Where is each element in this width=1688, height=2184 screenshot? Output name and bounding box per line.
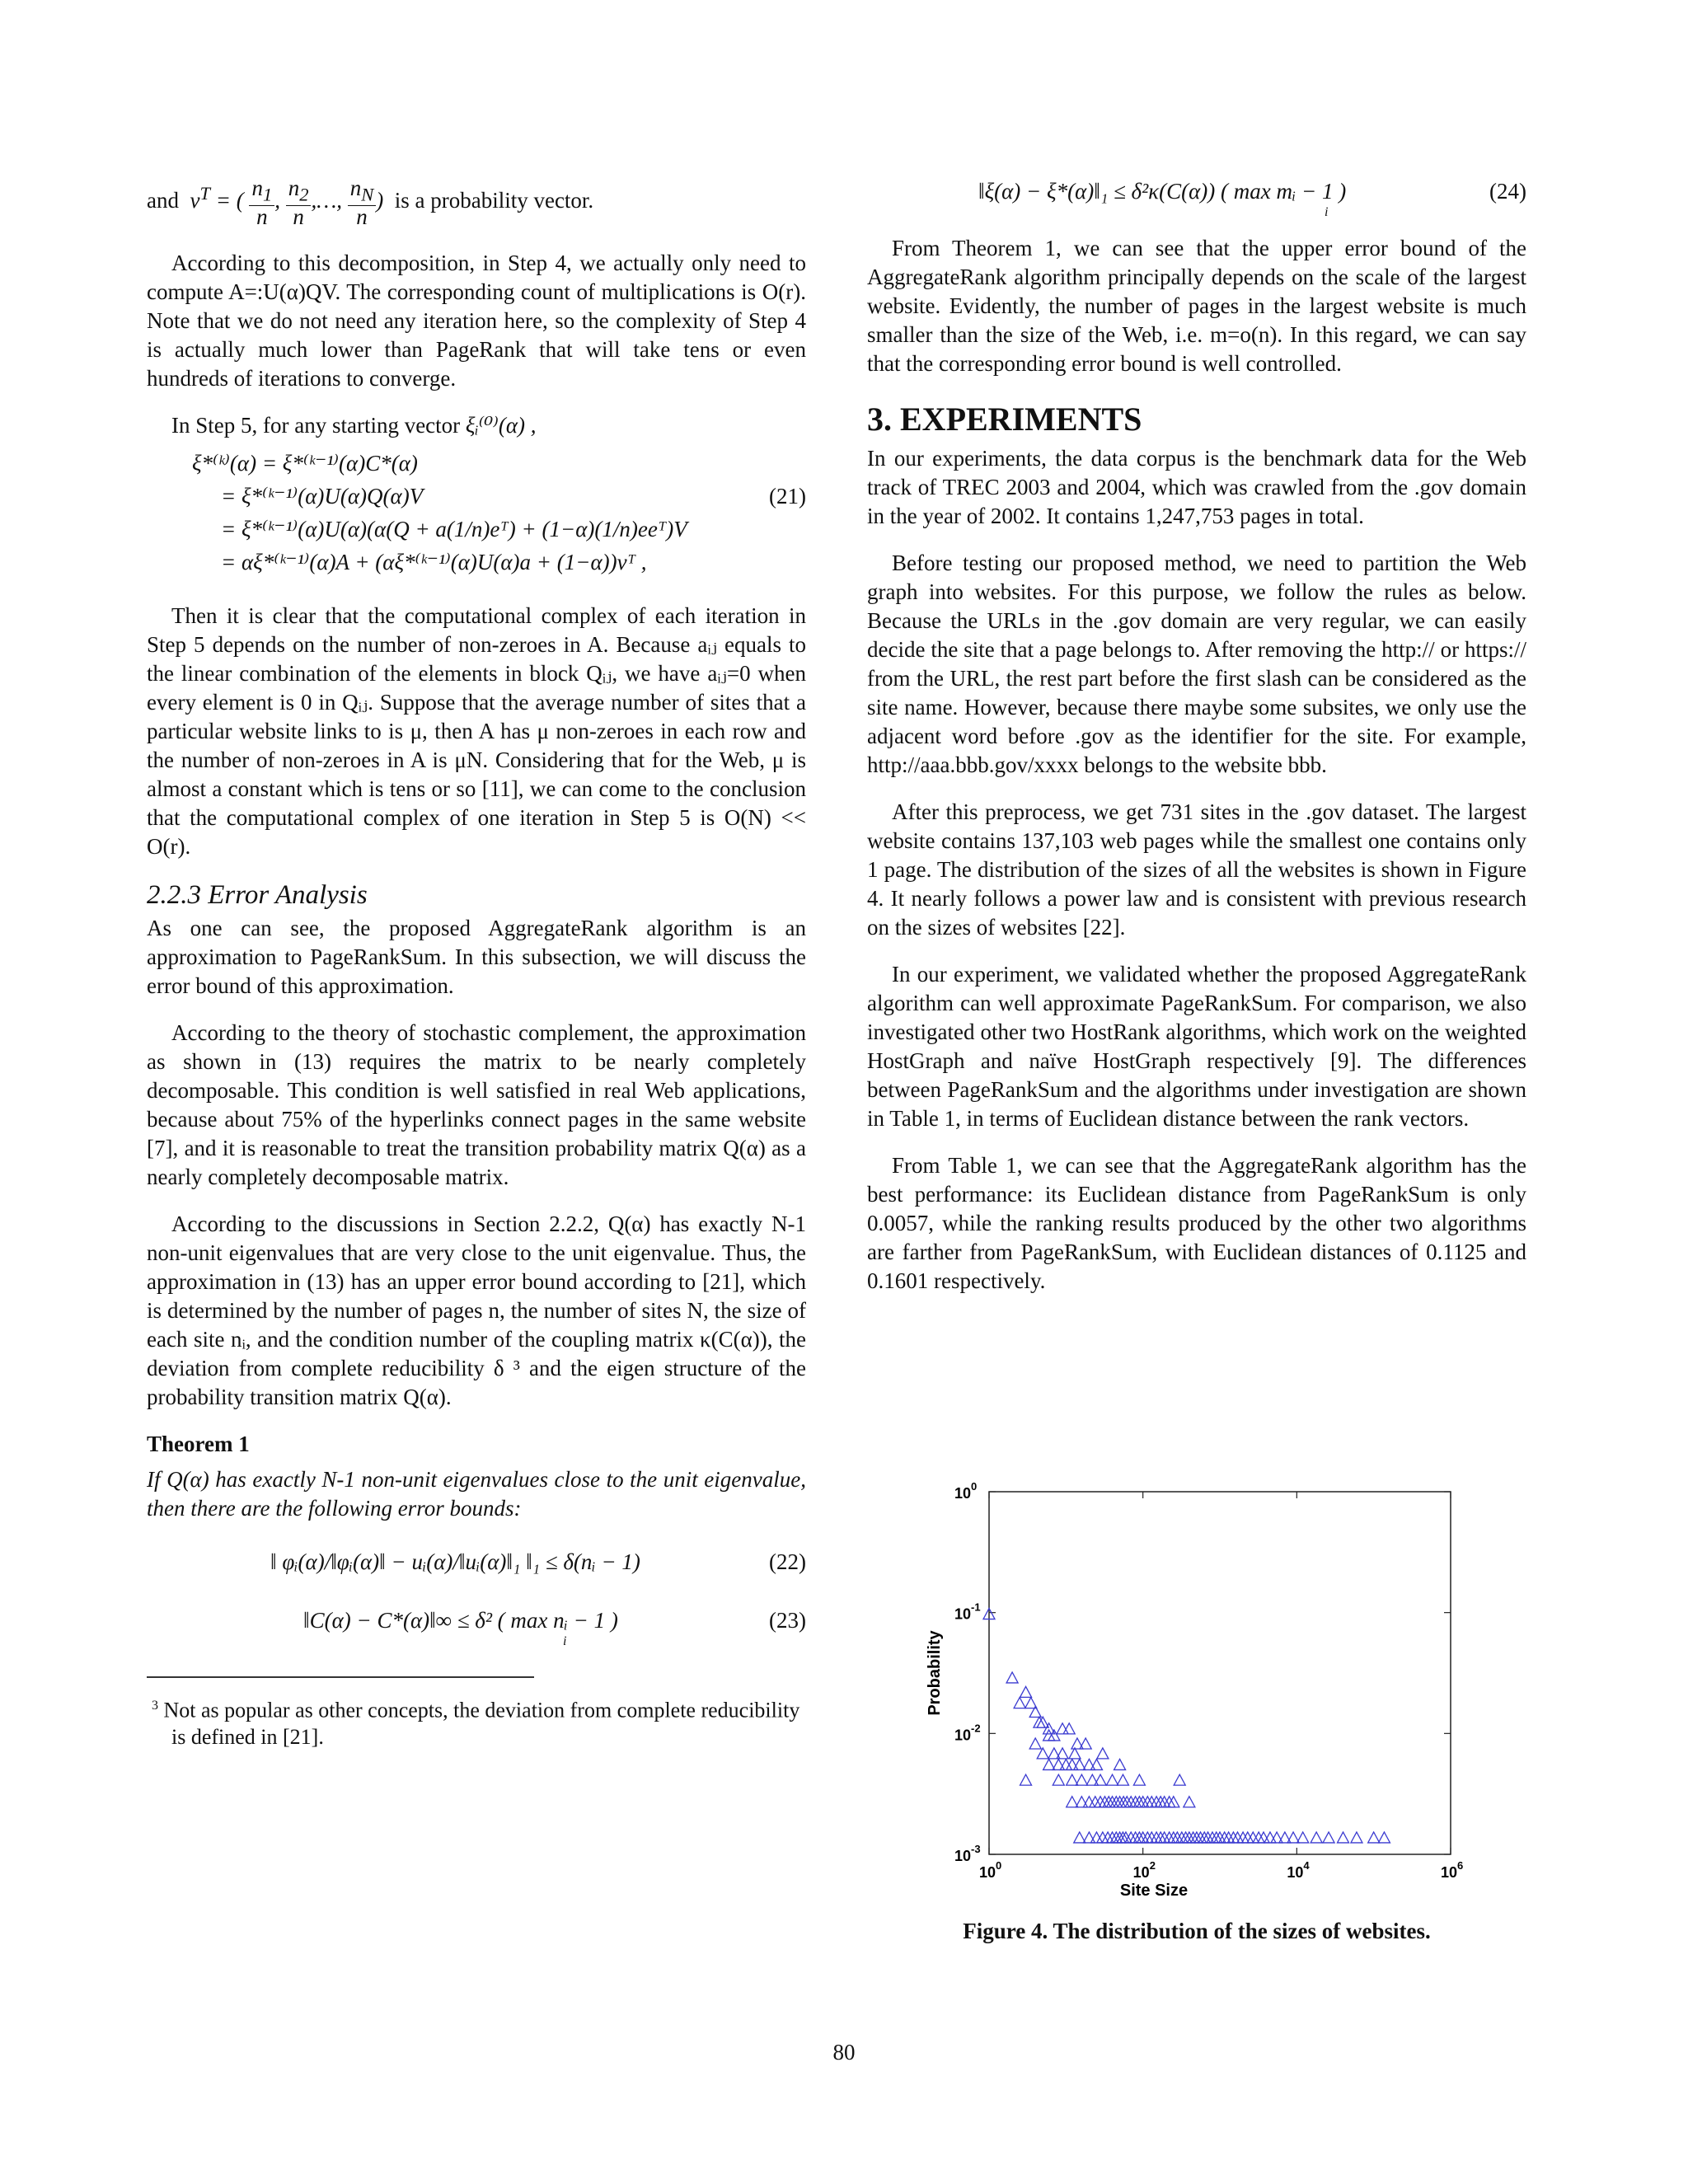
- eq21-line-2: [221, 480, 806, 513]
- data-point-109: [1297, 1832, 1309, 1843]
- footnote-rule: [147, 1676, 534, 1678]
- footnote-3: [147, 1693, 806, 1750]
- eq22-text: ‖ φᵢ(α)/‖φᵢ(α)‖ − uᵢ(α)/‖uᵢ(α)‖₁ ‖₁ ≤ δ(nᵢ − 1): [270, 1549, 640, 1575]
- y-tick-2: [954, 1722, 1451, 1743]
- paragraph-eigenvalues: According to the discussions in Section 2.2.2, Q(α) has exactly N-1 non-unit eigenvalues that are very close to the unit eigenvalue. Thus, the approximation in (13) has an upper error bound according to [21], which is determined by the number of pages n, the number of sites N, the size of each site nᵢ, and the condition number of the coupling matrix κ(C(α)), the deviation from complete reducibility δ ³ and the eigen structure of the probability transition matrix Q(α).: [147, 1212, 806, 1410]
- x-tick-label-0: $10^0$: [979, 1859, 1002, 1881]
- equation-22: [147, 1548, 806, 1577]
- data-point-17: [1069, 1748, 1081, 1759]
- equation-21: [147, 447, 806, 579]
- data-point-29: [1020, 1774, 1032, 1785]
- data-point-14: [1037, 1748, 1048, 1759]
- intro-prefix: and: [147, 187, 179, 213]
- equation-23: [147, 1606, 806, 1648]
- x-tick-label-3: $10^6$: [1441, 1859, 1464, 1881]
- data-point-13: [1029, 1738, 1041, 1749]
- intro-suffix: is a probability vector.: [394, 187, 594, 213]
- y-tick-label-2: $10^{-2}$: [954, 1722, 981, 1744]
- data-point-31: [1067, 1774, 1078, 1785]
- x-tick-label-1: $10^2$: [1132, 1859, 1156, 1881]
- step5-text: In Step 5, for any starting vector: [171, 413, 461, 438]
- eq21-line-2-text: = ξ*⁽ᵏ⁻¹⁾(α)U(α)Q(α)V: [221, 484, 424, 509]
- paragraph-experiment: In our experiment, we validated whether the proposed AggregateRank algorithm can well approximate PageRankSum. For comparison, we also investigated other two HostRank algorithms, which work on the weighted HostGraph and naïve HostGraph respectively [9]. The differences between PageRankSum and the algorithms under investigation are shown in Table 1, in terms of Euclidean distance between the rank vectors.: [867, 962, 1526, 1131]
- paragraph-complexity: Then it is clear that the computational complex of each iteration in Step 5 depends on the number of non-zeroes in A. Because aᵢⱼ equals to the linear combination of the elements in block Qᵢⱼ, we have aᵢⱼ=0 when every element is 0 in Qᵢⱼ. Suppose that the average number of sites that a particular website links to is μ, then A has μ non-zeroes in each row and the number of non-zeroes in A is μN. Considering that for the Web, μ is almost a constant which is tens or so [11], we can come to the conclusion that the computational complex of one iteration in Step 5 is O(N) << O(r).: [147, 603, 806, 860]
- data-point-3: [1014, 1698, 1025, 1708]
- y-axis-ticks: [954, 1480, 1451, 1864]
- data-point-1: [1006, 1672, 1018, 1683]
- y-tick-label-0: $10^0$: [954, 1480, 978, 1502]
- theorem-text: If Q(α) has exactly N-1 non-unit eigenvalues close to the unit eigenvalue, then there are the following error bounds:: [147, 1467, 806, 1521]
- data-point-37: [1133, 1774, 1145, 1785]
- scatter-points: [983, 1609, 1390, 1843]
- eq23-subscript: i: [563, 1634, 567, 1649]
- data-point-30: [1053, 1774, 1064, 1785]
- eq21-line-1: ξ*⁽ᵏ⁾(α) = ξ*⁽ᵏ⁻¹⁾(α)C*(α): [192, 451, 418, 476]
- data-point-33: [1086, 1774, 1098, 1785]
- eq24-number: (24): [1489, 179, 1526, 204]
- paragraph-partition: Before testing our proposed method, we need to partition the Web graph into websites. For this purpose, we follow the rules as below. Because the URLs in the .gov domain are very regular, we can easily decide the site that a page belongs to. After removing the http:// or https:// from the URL, the rest part before the first slash can be considered as the site name. However, because there maybe some subsites, we only use the adjacent word before .gov as the identifier for the site. For example, http://aaa.bbb.gov/xxxx belongs to the website bbb.: [867, 551, 1526, 777]
- footnote-mark: 3: [152, 1699, 158, 1713]
- starting-vector: ξᵢ⁽⁰⁾(α) ,: [465, 413, 537, 438]
- paragraph-results: From Table 1, we can see that the AggregateRank algorithm has the best performance: its Euclidean distance from PageRankSum is only 0.0057, while the ranking results produced by the other two algorithms are farther from PageRankSum, with Euclidean distances of 0.1125 and 0.1601 respectively.: [867, 1153, 1526, 1293]
- data-point-18: [1043, 1759, 1055, 1769]
- data-point-113: [1351, 1832, 1362, 1843]
- data-point-62: [1184, 1797, 1195, 1807]
- data-point-35: [1107, 1774, 1118, 1785]
- data-point-38: [1174, 1774, 1185, 1785]
- eq24-subscript: i: [1325, 205, 1329, 219]
- x-tick-1: [1133, 1492, 1156, 1881]
- data-point-36: [1117, 1774, 1128, 1785]
- theorem-title: Theorem 1: [147, 1432, 250, 1457]
- x-tick-3: [1441, 1492, 1463, 1881]
- eq21-number: (21): [769, 484, 806, 509]
- y-tick-1: [954, 1601, 1451, 1623]
- figure-4-chart: [907, 1467, 1484, 1912]
- data-point-32: [1076, 1774, 1087, 1785]
- eq21-line-3: = ξ*⁽ᵏ⁻¹⁾(α)U(α)(α(Q + a(1/n)eᵀ) + (1−α)(1/n)eeᵀ)V: [221, 517, 687, 542]
- x-tick-2: [1287, 1492, 1310, 1881]
- eq23-number: (23): [769, 1608, 806, 1633]
- data-point-34: [1095, 1774, 1106, 1785]
- footnote-text: Not as popular as other concepts, the deviation from complete reducibility is defined in [21].: [163, 1699, 800, 1750]
- data-point-27: [1097, 1748, 1109, 1759]
- data-point-63: [1074, 1832, 1085, 1843]
- y-tick-0: [954, 1480, 1451, 1502]
- section-3-heading: 3. EXPERIMENTS: [867, 401, 1142, 438]
- eq22-number: (22): [769, 1549, 806, 1575]
- paragraph-error-intro: As one can see, the proposed AggregateRank algorithm is an approximation to PageRankSum. In this subsection, we will discuss the error bound of this approximation.: [147, 916, 806, 999]
- probability-vector-line: and $v^T$ = ( $\frac{n_1}{n}$ , $\frac{n_2}{n}$ ,…, $\frac{n_N}{n}$ ) is a probability vector.: [147, 176, 594, 230]
- x-tick-0: [979, 1492, 1001, 1881]
- y-tick-3: [954, 1843, 1451, 1864]
- paragraph-stochastic: According to the theory of stochastic complement, the approximation as shown in (13) requires the matrix to be nearly completely decomposable. This condition is well satisfied in real Web applications, because about 75% of the hyperlinks connect pages in the same website [7], and it is reasonable to treat the transition probability matrix Q(α) as a nearly completely decomposable matrix.: [147, 1020, 806, 1190]
- paragraph-step5-intro: [147, 411, 806, 440]
- x-axis-label: Site Size: [1119, 1882, 1189, 1900]
- y-axis-label: Probability: [926, 1630, 944, 1716]
- right-column: [867, 177, 1526, 1314]
- data-point-112: [1338, 1832, 1349, 1843]
- section-2-2-3-heading: 2.2.3 Error Analysis: [147, 880, 368, 911]
- eq21-line-4: = αξ*⁽ᵏ⁻¹⁾(α)A + (αξ*⁽ᵏ⁻¹⁾(α)U(α)a + (1−α))vᵀ ,: [221, 550, 647, 575]
- paragraph-corpus: In our experiments, the data corpus is the benchmark data for the Web track of TREC 2003 and 2004, which was crawled from the .gov domain in the year of 2002. It contains 1,247,753 pages in total.: [867, 446, 1526, 528]
- figure-4-caption: Figure 4. The distribution of the sizes of websites.: [963, 1919, 1431, 1943]
- x-axis-ticks: [979, 1492, 1463, 1881]
- data-point-111: [1323, 1832, 1334, 1843]
- y-tick-label-3: $10^{-3}$: [954, 1843, 981, 1864]
- data-point-2: [1020, 1686, 1032, 1697]
- data-point-39: [1067, 1797, 1078, 1807]
- data-point-114: [1368, 1832, 1380, 1843]
- y-tick-label-1: $10^{-1}$: [954, 1601, 981, 1623]
- eq24-text: ‖ξ(α) − ξ*(α)‖₁ ≤ δ²κ(C(α)) ( max mᵢ − 1 ): [978, 179, 1347, 204]
- paragraph-step4: According to this decomposition, in Step 4, we actually only need to compute A=:U(α)QV. The corresponding count of multiplications is O(r). Note that we do not need any iteration here, so the complexity of Step 4 is actually much lower than PageRank that will take tens or even hundreds of iterations to converge.: [147, 251, 806, 391]
- data-point-115: [1378, 1832, 1390, 1843]
- page-number: 80: [832, 2040, 856, 2064]
- paragraph-preprocess: After this preprocess, we get 731 sites in the .gov dataset. The largest website contains 137,103 web pages while the smallest one contains only 1 page. The distribution of the sizes of all the websites is shown in Figure 4. It nearly follows a power law and is consistent with previous research on the sizes of websites [22].: [867, 799, 1526, 940]
- x-tick-label-2: $10^4$: [1287, 1859, 1310, 1881]
- data-point-28: [1114, 1759, 1126, 1769]
- plot-frame: [989, 1492, 1451, 1854]
- left-column: [147, 177, 806, 1750]
- data-point-110: [1311, 1832, 1322, 1843]
- equation-24: [867, 177, 1526, 219]
- paragraph-theorem1-conclusion: From Theorem 1, we can see that the upper error bound of the AggregateRank algorithm principally depends on the scale of the largest website. Evidently, the number of pages in the largest website is much smaller than the size of the Web, i.e. m=o(n). In this regard, we can say that the corresponding error bound is well controlled.: [867, 236, 1526, 376]
- eq23-text: ‖C(α) − C*(α)‖∞ ≤ δ² ( max nᵢ − 1 ): [303, 1608, 618, 1633]
